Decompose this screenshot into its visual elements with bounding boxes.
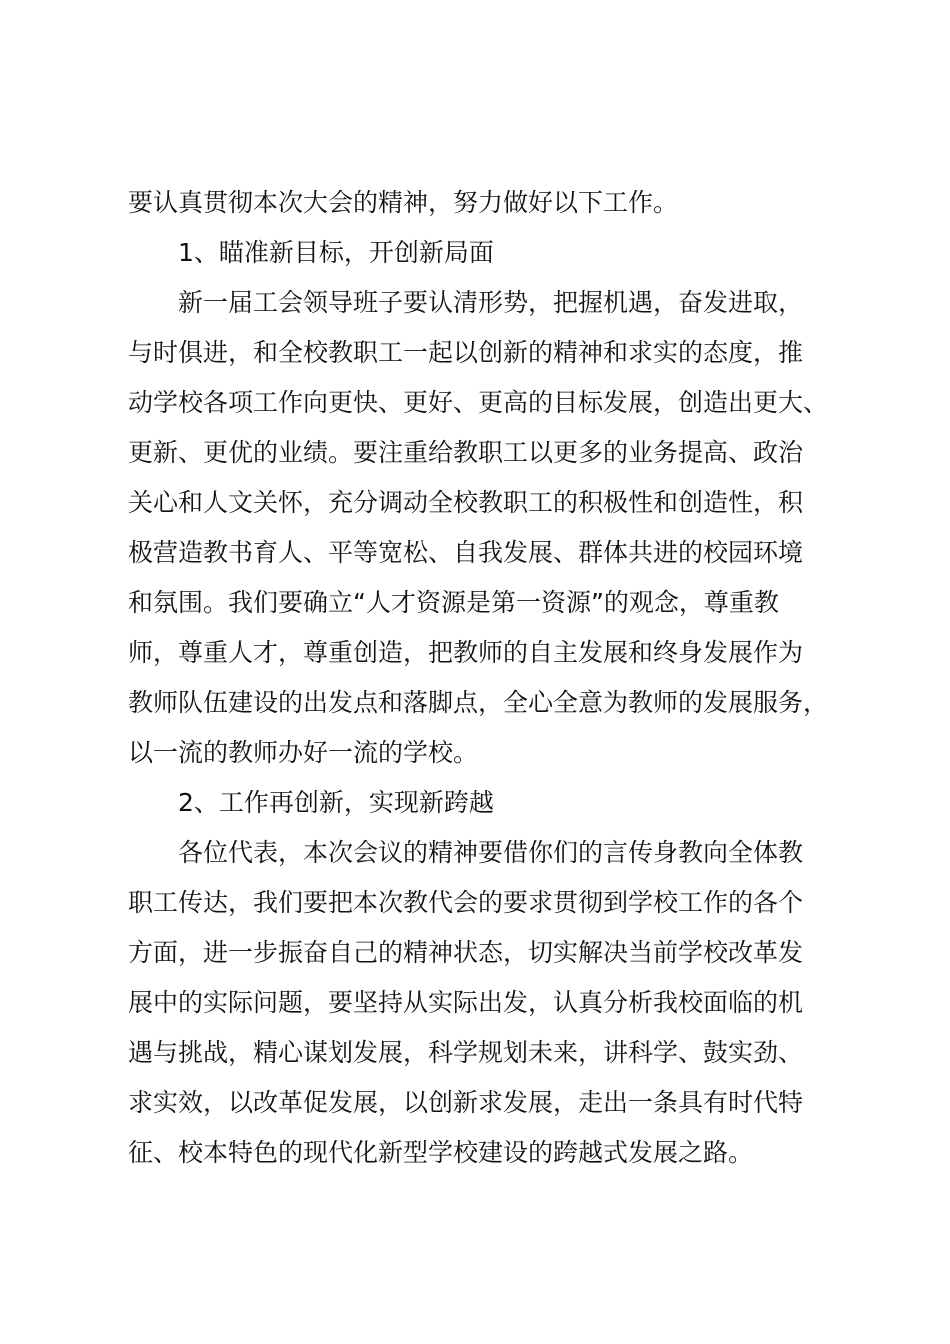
paragraph-line: 展中的实际问题，要坚持从实际出发，认真分析我校面临的机 xyxy=(128,988,804,1017)
paragraph-line: 极营造教书育人、平等宽松、自我发展、群体共进的校园环境 xyxy=(128,538,804,567)
paragraph-line: 师，尊重人才，尊重创造，把教师的自主发展和终身发展作为 xyxy=(128,638,804,667)
paragraph-line: 关心和人文关怀，充分调动全校教职工的积极性和创造性，积 xyxy=(128,488,804,517)
paragraph-line: 新一届工会领导班子要认清形势，把握机遇，奋发进取， xyxy=(178,288,804,317)
section-heading-2: 2、工作再创新，实现新跨越 xyxy=(178,788,494,817)
paragraph-line: 征、校本特色的现代化新型学校建设的跨越式发展之路。 xyxy=(128,1138,754,1167)
paragraph-line: 要认真贯彻本次大会的精神，努力做好以下工作。 xyxy=(128,188,679,217)
paragraph-line: 动学校各项工作向更快、更好、更高的目标发展，创造出更大、 xyxy=(128,388,829,417)
paragraph-line: 和氛围。我们要确立“人才资源是第一资源”的观念，尊重教 xyxy=(128,588,779,617)
paragraph-line: 以一流的教师办好一流的学校。 xyxy=(128,738,479,767)
paragraph-line: 求实效，以改革促发展，以创新求发展，走出一条具有时代特 xyxy=(128,1088,804,1117)
paragraph-line: 教师队伍建设的出发点和落脚点，全心全意为教师的发展服务， xyxy=(128,688,829,717)
paragraph-line: 方面，进一步振奋自己的精神状态，切实解决当前学校改革发 xyxy=(128,938,804,967)
paragraph-line: 遇与挑战，精心谋划发展，科学规划未来，讲科学、鼓实劲、 xyxy=(128,1038,804,1067)
document-body xyxy=(128,178,858,1178)
paragraph-line: 与时俱进，和全校教职工一起以创新的精神和求实的态度，推 xyxy=(128,338,804,367)
paragraph-line: 更新、更优的业绩。要注重给教职工以更多的业务提高、政治 xyxy=(128,438,804,467)
paragraph-line: 职工传达，我们要把本次教代会的要求贯彻到学校工作的各个 xyxy=(128,888,804,917)
section-heading-1: 1、瞄准新目标，开创新局面 xyxy=(178,238,494,267)
paragraph-line: 各位代表，本次会议的精神要借你们的言传身教向全体教 xyxy=(178,838,804,867)
